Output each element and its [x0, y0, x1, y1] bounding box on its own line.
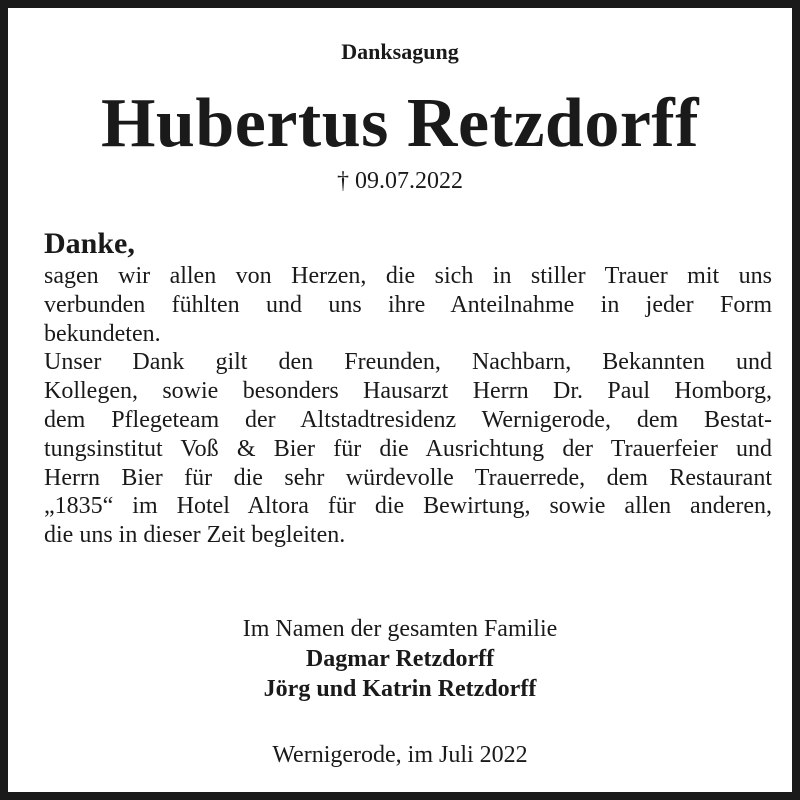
paragraph-2-line: Kollegen, sowie besonders Hausarzt Herrn Dr. Paul Homborg,: [44, 378, 772, 405]
paragraph-2: [44, 348, 772, 550]
paragraph-2-line: die uns in dieser Zeit begleiten.: [44, 522, 346, 549]
signature-name: Jörg und Katrin Retzdorff: [263, 676, 537, 702]
paragraph-1-line: verbunden fühlten und uns ihre Anteilnahme in jeder Form: [44, 291, 772, 318]
place-date: Wernigerode, im Juli 2022: [272, 742, 528, 768]
paragraph-2-line: Unser Dank gilt den Freunden, Nachbarn, Bekannten und: [44, 349, 772, 376]
signature-name: Dagmar Retzdorff: [305, 646, 495, 672]
death-date: † 09.07.2022: [337, 168, 463, 194]
salutation: Danke,: [44, 227, 135, 260]
paragraph-1: [44, 262, 772, 348]
paragraph-1-line: bekundeten.: [44, 320, 161, 347]
body-text: [44, 262, 772, 550]
closing-line: Im Namen der gesamten Familie: [242, 616, 558, 642]
paragraph-2-line: Herrn Bier für die sehr würdevolle Trauerrede, dem Restaurant: [44, 464, 772, 491]
paragraph-1-line: sagen wir allen von Herzen, die sich in stiller Trauer mit uns: [44, 263, 772, 289]
paragraph-2-line: „1835“ im Hotel Altora für die Bewirtung, sowie allen anderen,: [44, 493, 772, 520]
paragraph-2-line: tungsinstitut Voß & Bier für die Ausrichtung der Trauerfeier und: [44, 435, 772, 462]
notice-heading: Danksagung: [341, 39, 459, 64]
closing-block: [8, 614, 792, 704]
deceased-name: Hubertus Retzdorff: [100, 85, 700, 162]
paragraph-2-line: dem Pflegeteam der Altstadtresidenz Wernigerode, dem Bestat-: [44, 406, 772, 433]
